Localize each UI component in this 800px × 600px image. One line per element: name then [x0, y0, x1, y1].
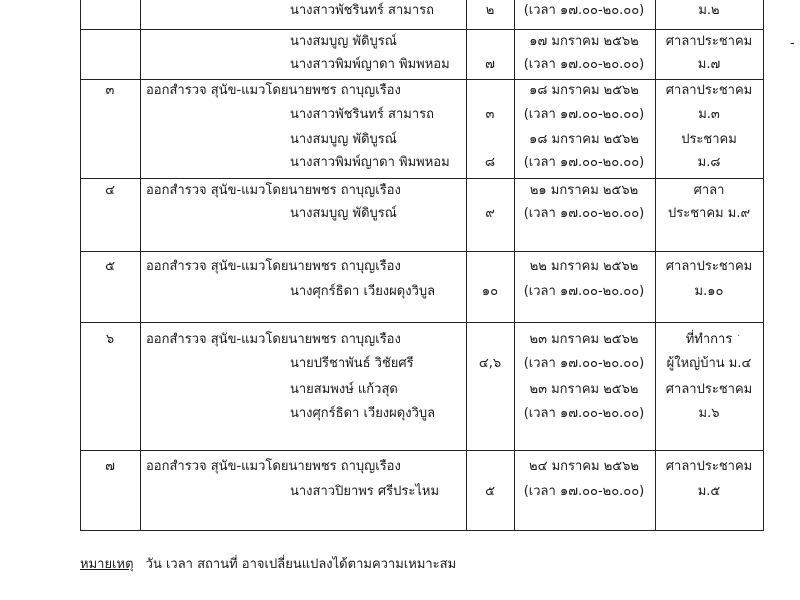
time-range: (เวลา ๑๗.๐๐-๒๐.๐๐) — [523, 284, 645, 299]
staff-name: นางสาวพิมพ์ญาดา พิมพหอม — [290, 57, 450, 72]
time-range: (เวลา ๑๗.๐๐-๒๐.๐๐) — [523, 406, 645, 421]
staff-name: นางศุกร์ธิดา เวียงผดุงวิบูล — [290, 406, 436, 421]
table-row-divider — [80, 178, 763, 179]
staff-name: นายสมพงษ์ แก้วสุด — [290, 382, 398, 397]
task-description: ออกสำรวจ สุนัข-แมวโดยนายพชร ถาบุญเรือง — [146, 183, 401, 198]
staff-name: นางสมบูญ พัดิบูรณ์ — [290, 34, 397, 49]
time-range: (เวลา ๑๗.๐๐-๒๐.๐๐) — [523, 107, 645, 122]
time-range: (เวลา ๑๗.๐๐-๒๐.๐๐) — [523, 155, 645, 170]
village-number: ๙ — [485, 206, 495, 221]
footnote — [80, 556, 456, 574]
date: ๒๓ มกราคม ๒๕๖๒ — [529, 332, 639, 347]
village-number: ๕ — [485, 484, 495, 499]
date: ๒๔ มกราคม ๒๕๖๒ — [529, 459, 639, 474]
date: ๑๘ มกราคม ๒๕๖๒ — [529, 132, 639, 147]
date: ๑๗ มกราคม ๒๕๖๒ — [529, 34, 639, 49]
staff-name: นางสาวพิมพ์ญาดา พิมพหอม — [290, 155, 450, 170]
staff-name: นางสาวพัชรินทร์ สามารถ — [290, 3, 434, 18]
date: ๒๒ มกราคม ๒๕๖๒ — [529, 259, 639, 274]
row-number: ๖ — [105, 332, 115, 347]
location: ม.๓ — [698, 107, 720, 122]
time-range: (เวลา ๑๗.๐๐-๒๐.๐๐) — [523, 206, 645, 221]
location: ม.๒ — [698, 3, 720, 18]
row-number: ๕ — [105, 259, 115, 274]
time-range: (เวลา ๑๗.๐๐-๒๐.๐๐) — [523, 356, 645, 371]
row-number: ๓ — [105, 83, 115, 98]
location: ที่ทำการ — [685, 332, 733, 347]
location: ม.๑๐ — [694, 284, 724, 299]
village-number: ๓ — [485, 107, 495, 122]
date: ๑๘ มกราคม ๒๕๖๒ — [529, 83, 639, 98]
location: ศาลาประชาคม — [665, 459, 753, 474]
date: ๒๑ มกราคม ๒๕๖๒ — [529, 183, 639, 198]
staff-name: นางสมบูญ พัดิบูรณ์ — [290, 206, 397, 221]
village-number: ๗ — [485, 57, 495, 72]
table-row-divider — [80, 79, 763, 80]
location: ม.๖ — [698, 406, 720, 421]
table-row-divider — [80, 29, 763, 30]
village-number: ๔,๖ — [478, 356, 502, 371]
village-number: ๘ — [484, 155, 496, 170]
location: ม.๗ — [697, 57, 721, 72]
table-row-divider — [80, 322, 763, 323]
task-description: ออกสำรวจ สุนัข-แมวโดยนายพชร ถาบุญเรือง — [146, 83, 401, 98]
table-border-bottom — [80, 530, 763, 531]
task-description: ออกสำรวจ สุนัข-แมวโดยนายพชร ถาบุญเรือง — [146, 332, 401, 347]
location: ศาลาประชาคม — [665, 34, 753, 49]
location: ม.๕ — [697, 484, 721, 499]
village-number: ๒ — [485, 3, 495, 18]
location: ศาลาประชาคม — [665, 382, 753, 397]
location: ประชาคม ม.๙ — [668, 206, 750, 221]
village-number: ๑๐ — [481, 284, 499, 299]
staff-name: นางสมบูญ พัดิบูรณ์ — [290, 132, 397, 147]
time-range: (เวลา ๑๗.๐๐-๒๐.๐๐) — [523, 3, 645, 18]
staff-name: นางสาวพัชรินทร์ สามารถ — [290, 107, 434, 122]
staff-name: นางศุกร์ธิดา เวียงผดุงวิบูล — [290, 284, 436, 299]
footnote-label: หมายเหตุ — [80, 557, 134, 572]
location: ผู้ใหญ่บ้าน ม.๔ — [666, 356, 752, 371]
edge-mark: - — [790, 36, 795, 51]
table-row-divider — [80, 251, 763, 252]
footnote-text: วัน เวลา สถานที่ อาจเปลี่ยนแปลงได้ตามความเหมาะสม — [145, 557, 457, 572]
location: ศาลา — [693, 183, 725, 198]
staff-name: นางสาวปิยาพร ศรีประไหม — [290, 484, 440, 499]
scan-speck: · — [737, 331, 741, 342]
location: ศาลาประชาคม — [665, 83, 753, 98]
location: ม.๘ — [697, 155, 721, 170]
table-border-right — [763, 0, 764, 531]
staff-name: นายปรีชาพันธ์ วิชัยศรี — [290, 356, 414, 371]
task-description: ออกสำรวจ สุนัข-แมวโดยนายพชร ถาบุญเรือง — [146, 259, 401, 274]
table-row-divider — [80, 450, 763, 451]
row-number: ๗ — [105, 459, 115, 474]
time-range: (เวลา ๑๗.๐๐-๒๐.๐๐) — [523, 484, 645, 499]
row-number: ๔ — [105, 183, 115, 198]
task-description: ออกสำรวจ สุนัข-แมวโดยนายพชร ถาบุญเรือง — [146, 459, 401, 474]
location: ประชาคม — [681, 132, 737, 147]
time-range: (เวลา ๑๗.๐๐-๒๐.๐๐) — [523, 57, 645, 72]
location: ศาลาประชาคม — [665, 259, 753, 274]
date: ๒๓ มกราคม ๒๕๖๒ — [529, 382, 639, 397]
